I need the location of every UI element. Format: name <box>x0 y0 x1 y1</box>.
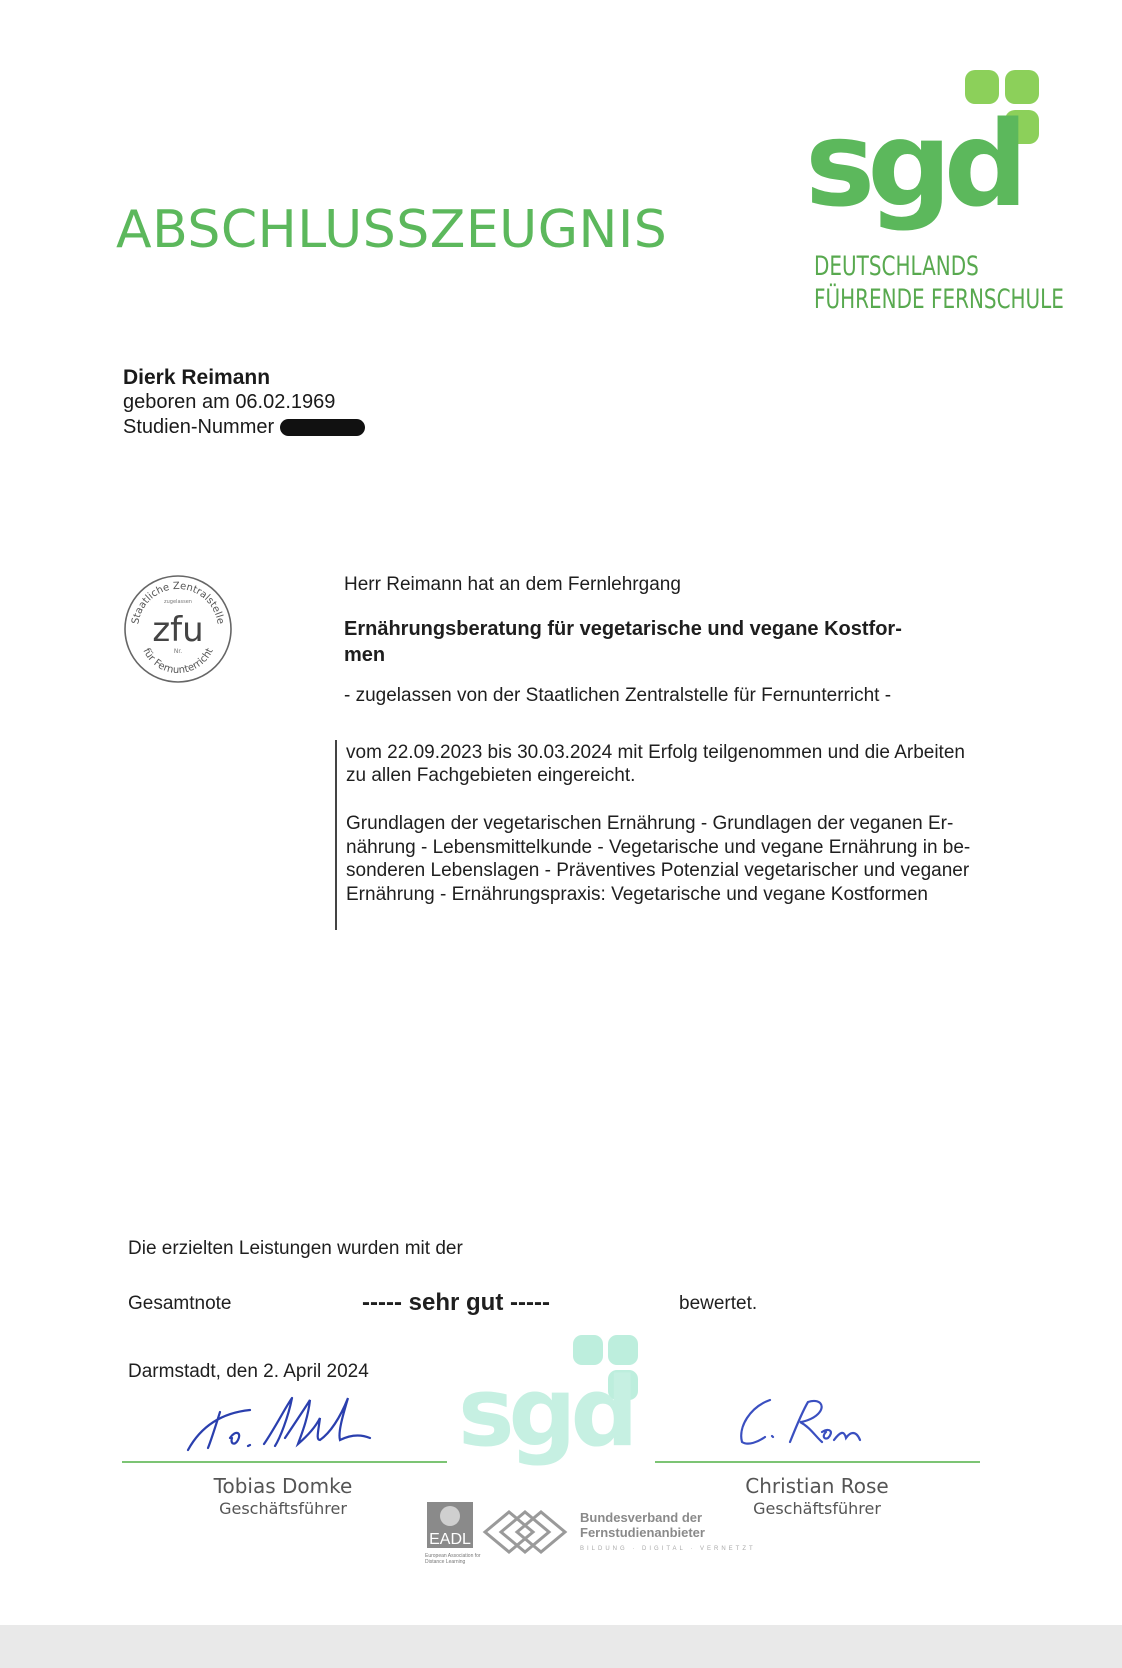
student-info <box>123 365 365 440</box>
signer-role: Geschäftsführer <box>753 1499 881 1518</box>
sgd-wordmark: sgd <box>805 95 1021 233</box>
association-name: Bundesverband der Fernstudienanbieter <box>580 1510 705 1540</box>
signer-left <box>178 1474 388 1518</box>
intro-text: Herr Reimann hat an dem Fernlehrgang <box>344 574 681 595</box>
svg-text:zugelassen: zugelassen <box>164 599 192 605</box>
signer-name: Christian Rose <box>745 1474 889 1498</box>
svg-text:für Fernunterricht: für Fernunterricht <box>140 646 216 677</box>
student-id-line: Studien-Nummer <box>123 415 365 440</box>
signer-name: Tobias Domke <box>213 1474 353 1498</box>
viewer-bottom-bar <box>0 1625 1122 1668</box>
eadl-logo-text: EADL <box>429 1531 471 1548</box>
zfu-seal <box>122 573 234 685</box>
logo-tagline: DEUTSCHLANDS FÜHRENDE FERNSCHULE <box>814 251 1064 315</box>
signature-line-right <box>655 1461 980 1463</box>
document-title: ABSCHLUSSZEUGNIS <box>116 200 668 260</box>
association-tagline: BILDUNG · DIGITAL · VERNETZT <box>580 1546 756 1552</box>
student-name: Dierk Reimann <box>123 366 271 389</box>
signature-rose <box>730 1392 880 1452</box>
approval-note: - zugelassen von der Staatlichen Zentralstelle für Fernunterricht - <box>344 685 892 706</box>
signature-line-left <box>122 1461 447 1463</box>
course-title: Ernährungsberatung für vegetarische und vegane Kostfor- men <box>344 618 902 666</box>
signer-right <box>712 1474 922 1518</box>
result-intro: Die erzielten Leistungen wurden mit der <box>128 1238 463 1259</box>
margin-rule <box>335 740 337 930</box>
grade-label: Gesamtnote <box>128 1293 232 1314</box>
sgd-watermark-logo <box>458 1335 658 1475</box>
signature-domke <box>180 1388 410 1458</box>
svg-text:Nr.: Nr. <box>173 648 183 655</box>
grade-suffix: bewertet. <box>679 1293 758 1314</box>
svg-text:sgd: sgd <box>458 1358 633 1468</box>
place-date: Darmstadt, den 2. April 2024 <box>128 1361 369 1382</box>
overall-grade: ----- sehr gut ----- <box>362 1289 550 1316</box>
participation-period: vom 22.09.2023 bis 30.03.2024 mit Erfolg teilgenommen und die Arbeiten zu allen Fachgebieten eingereicht. <box>346 742 965 786</box>
subject-list: Grundlagen der vegetarischen Ernährung - Grundlagen der veganen Er- nährung - Lebensmittelkunde - Vegetarische und vegane Ernährung in be- sonderen Lebenslagen - Präventives Potenzial vegetarischer und veganer Ernährung - Ernährungspraxis: Vegetarische und vegane Kostformen <box>346 813 971 905</box>
svg-text:Staatliche Zentralstelle: Staatliche Zentralstelle <box>130 580 226 626</box>
birth-line: geboren am 06.02.1969 <box>123 391 336 413</box>
signer-role: Geschäftsführer <box>219 1499 347 1518</box>
redaction-mark <box>280 419 365 436</box>
certificate-body <box>344 573 1044 707</box>
zfu-logo-text: zfu <box>152 610 204 650</box>
eadl-subtitle: European Association for Distance Learning <box>425 1553 481 1565</box>
birth-date: 06.02.1969 <box>235 391 336 413</box>
